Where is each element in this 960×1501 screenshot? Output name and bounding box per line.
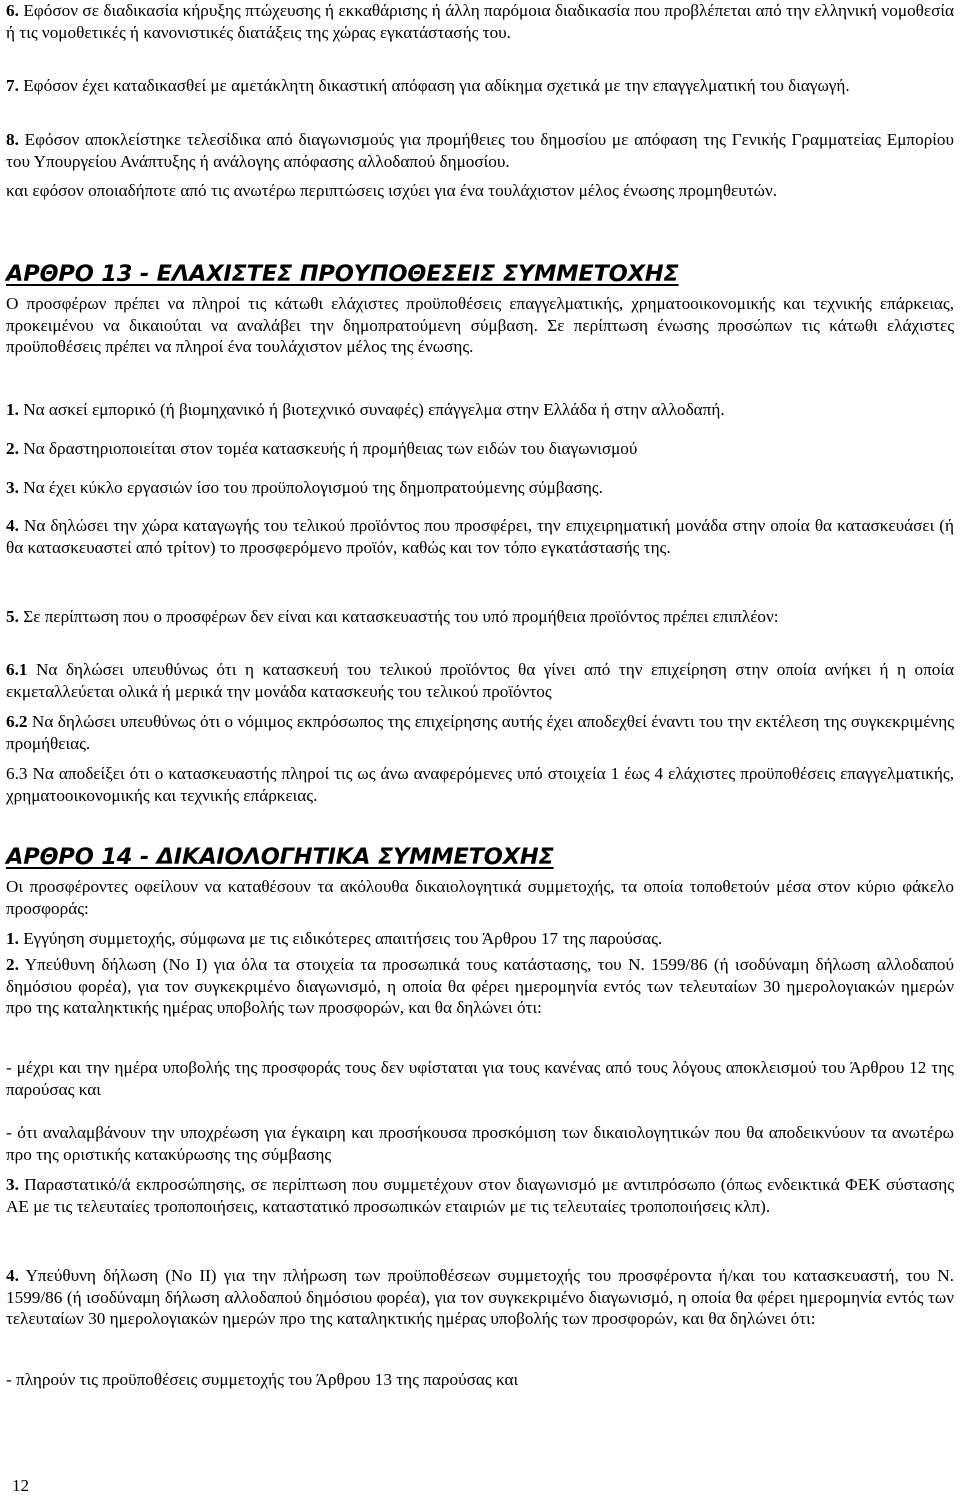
closing-paragraph: και εφόσον οποιαδήποτε από τις ανωτέρω περιπτώσεις ισχύει για ένα τουλάχιστον μέλος ένωσης προμηθευτών.	[6, 181, 778, 200]
item-text: Υπεύθυνη δήλωση (Νο ΙΙ) για την πλήρωση των προϋποθέσεων συμμετοχής του προσφέροντα ή/και του κατασκευαστή, του Ν. 1599/86 (ή ισοδύναμη δήλωση αλλοδαπού δημόσιου φορέα), για τον συγκεκριμένο διαγωνισμό, η οποία θα φέρει ημερομηνία εντός των τελευταίων 30 ημερολογιακών ημερών προ της καταληκτικής ημέρας υποβολής των προσφορών, και θα δηλώνει ότι:	[6, 1266, 954, 1329]
item-text: Υπεύθυνη δήλωση (Νο Ι) για όλα τα στοιχεία τα προσωπικά τους κατάστασης, του Ν. 1599/86 (ή ισοδύναμη δήλωση αλλοδαπού δημόσιου φορέα), για τον συγκεκριμένο διαγωνισμό, η οποία θα φέρει ημερομηνία εντός των τελευταίων 30 ημερολογιακών ημερών προ της καταληκτικής ημέρας υποβολής των προσφορών, και θα δηλώνει ότι:	[6, 955, 954, 1018]
article-14-item-3	[6, 1174, 954, 1217]
article-14-dash-2: - ότι αναλαμβάνουν την υποχρέωση για έγκαιρη και προσήκουσα προσκόμιση των δικαιολογητικών που θα αποδεικνύουν τα ανωτέρω προ της οριστικής κατακύρωσης της σύμβασης	[6, 1123, 954, 1164]
article-14-heading: ΑΡΘΡΟ 14 - ΔΙΚΑΙΟΛΟΓΗΤΙΚΑ ΣΥΜΜΕΤΟΧΗΣ	[6, 844, 554, 870]
article-13-item-2	[6, 438, 954, 460]
item-text: Σε περίπτωση που ο προσφέρων δεν είναι και κατασκευαστής του υπό προμήθεια προϊόντος πρέπει επιπλέον:	[23, 607, 779, 626]
article-13-item-6-3	[6, 763, 954, 806]
page-number: 12	[12, 1476, 29, 1495]
article-13-item-6-1	[6, 659, 954, 702]
item-text: Να δηλώσει την χώρα καταγωγής του τελικού προϊόντος που προσφέρει, την επιχειρηματική μονάδα στην οποία θα κατασκευάσει (ή θα κατασκευαστεί από τρίτον) το προσφερόμενο προϊόν, καθώς και τον τόπο εγκατάστασής της.	[6, 516, 954, 557]
article-13-heading: ΑΡΘΡΟ 13 - ΕΛΑΧΙΣΤΕΣ ΠΡΟΥΠΟΘΕΣΕΙΣ ΣΥΜΜΕΤΟΧΗΣ	[6, 261, 679, 287]
item-text: Να αποδείξει ότι ο κατασκευαστής πληροί τις ως άνω αναφερόμενες υπό στοιχεία 1 έως 4 ελάχιστες προϋποθέσεις επαγγελματικής, χρηματοοικονομικής και τεχνικής επάρκειας.	[6, 764, 955, 805]
item-number: 2.	[6, 439, 19, 458]
item-text: Εφόσον σε διαδικασία κήρυξης πτώχευσης ή εκκαθάρισης ή άλλη παρόμοια διαδικασία που προβλέπεται από την ελληνική νομοθεσία ή τις νομοθετικές ή κανονιστικές διατάξεις της χώρας εγκατάστασής του.	[6, 1, 955, 42]
item-number: 6.1	[6, 660, 28, 679]
item-number: 6.3	[6, 764, 28, 783]
article-14-item-2	[6, 954, 954, 1019]
item-number: 4.	[6, 1266, 19, 1285]
item-text: Να δραστηριοποιείται στον τομέα κατασκευής ή προμήθειας των ειδών του διαγωνισμού	[23, 439, 638, 458]
item-number: 3.	[6, 478, 19, 497]
article-14-dash-1: - μέχρι και την ημέρα υποβολής της προσφοράς τους δεν υφίσταται για τους κανένας από τους λόγους αποκλεισμού του Άρθρου 12 της παρούσας και	[6, 1058, 954, 1099]
article-13-item-1	[6, 399, 954, 421]
item-number: 3.	[6, 1175, 19, 1194]
article-14-item-4	[6, 1265, 954, 1330]
article-14-item-1	[6, 928, 954, 950]
item-number: 6.2	[6, 712, 28, 731]
item-number: 5.	[6, 607, 19, 626]
item-text: Να δηλώσει υπευθύνως ότι η κατασκευή του τελικού προϊόντος θα γίνει από την επιχείρηση στην οποία ανήκει ή η οποία εκμεταλλεύεται ολικά ή μερικά την μονάδα κατασκευής του τελικού προϊόντος	[6, 660, 955, 701]
item-text: Εφόσον έχει καταδικασθεί με αμετάκλητη δικαστική απόφαση για αδίκημα σχετικά με την επαγγελματική του διαγωγή.	[23, 76, 850, 95]
item-7	[6, 75, 954, 97]
article-14-intro: Οι προσφέροντες οφείλουν να καταθέσουν τα ακόλουθα δικαιολογητικά συμμετοχής, τα οποία τοποθετούν μέσα στον κύριο φάκελο προσφοράς:	[6, 877, 954, 918]
article-14-dash-3: - πληρούν τις προϋποθέσεις συμμετοχής του Άρθρου 13 της παρούσας και	[6, 1370, 519, 1389]
item-text: Να ασκεί εμπορικό (ή βιομηχανικό ή βιοτεχνικό συναφές) επάγγελμα στην Ελλάδα ή στην αλλοδαπή.	[23, 400, 725, 419]
item-number: 2.	[6, 955, 19, 974]
item-text: Εγγύηση συμμετοχής, σύμφωνα με τις ειδικότερες απαιτήσεις του Άρθρου 17 της παρούσας.	[23, 929, 663, 948]
item-text: Παραστατικό/ά εκπροσώπησης, σε περίπτωση που συμμετέχουν στον διαγωνισμό με αντιπρόσωπο (όπως ενδεικτικά ΦΕΚ σύστασης ΑΕ με τις τελευταίες τροποποιήσεις, καταστατικό προσωπικών εταιριών με τις τελευταίες τροποποιήσεις κλπ).	[6, 1175, 954, 1216]
article-13-item-6-2	[6, 711, 954, 754]
item-text: Να δηλώσει υπευθύνως ότι ο νόμιμος εκπρόσωπος της επιχείρησης αυτής έχει αποδεχθεί έναντι του την εκτέλεση της συγκεκριμένης προμήθειας.	[6, 712, 954, 753]
item-number: 7.	[6, 76, 19, 95]
article-13-item-3	[6, 477, 954, 499]
article-13-item-4	[6, 515, 954, 558]
item-6	[6, 0, 954, 43]
document-page	[6, 0, 954, 1501]
item-number: 8.	[6, 130, 19, 149]
item-number: 1.	[6, 400, 19, 419]
article-13-intro: Ο προσφέρων πρέπει να πληροί τις κάτωθι ελάχιστες προϋποθέσεις επαγγελματικής, χρηματοοικονομικής και τεχνικής επάρκειας, προκειμένου να δικαιούται να αναλάβει την δημοπρατούμενη σύμβαση. Σε περίπτωση ένωσης προσώπων τις κάτωθι ελάχιστες προϋποθέσεις πρέπει να πληροί ένα τουλάχιστον μέλος της ένωσης.	[6, 294, 954, 357]
item-text: Να έχει κύκλο εργασιών ίσο του προϋπολογισμού της δημοπρατούμενης σύμβασης.	[23, 478, 603, 497]
item-text: Εφόσον αποκλείστηκε τελεσίδικα από διαγωνισμούς για προμήθειες του δημοσίου με απόφαση της Γενικής Γραμματείας Εμπορίου του Υπουργείου Ανάπτυξης ή ανάλογης απόφασης αλλοδαπού δημοσίου.	[6, 130, 954, 171]
item-number: 6.	[6, 1, 19, 20]
item-number: 1.	[6, 929, 19, 948]
article-13-item-5	[6, 606, 954, 628]
item-number: 4.	[6, 516, 19, 535]
item-8	[6, 129, 954, 172]
